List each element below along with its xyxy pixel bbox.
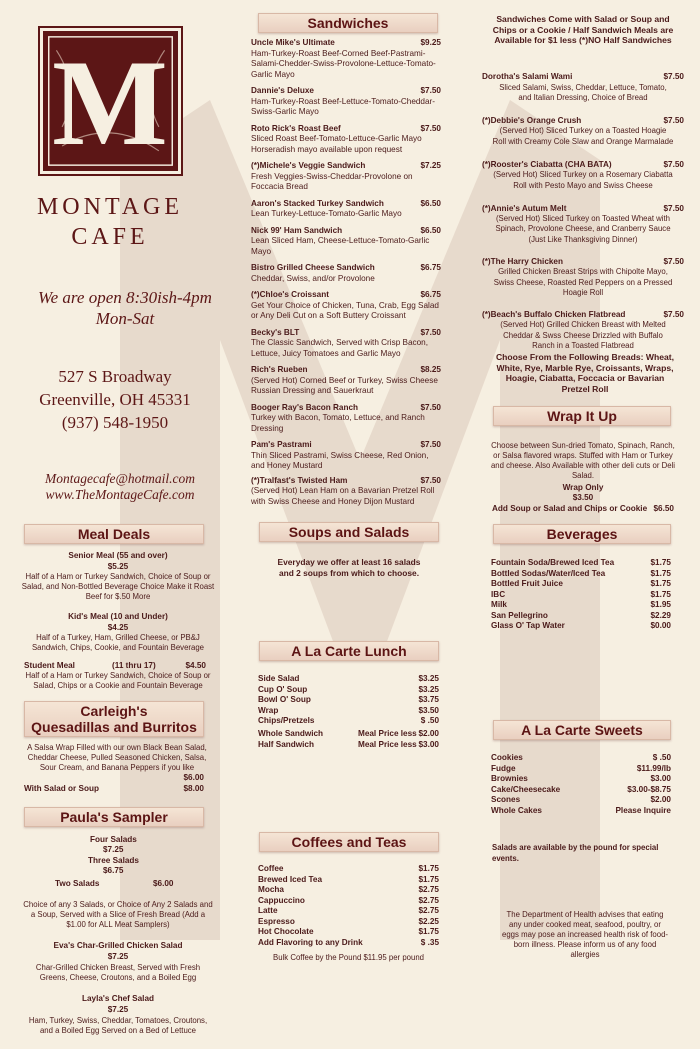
senior-meal-desc: Half of a Ham or Turkey Sandwich, Choice of Soup or Salad, and Non-Bottled Beverage Choice Make it Roast Beef for $.50 More [21, 572, 215, 601]
quesadillas-header [24, 701, 204, 737]
right-sandwich-price: $7.50 [663, 203, 684, 213]
sweets-item-price: Please Inquire [615, 805, 671, 815]
coffee-item-price: $1.75 [418, 874, 439, 884]
alacarte-list [258, 674, 439, 727]
half-meal-less: Meal Price less [358, 740, 417, 749]
kids-meal-name: Kid's Meal (10 and Under) [68, 612, 168, 621]
whole-meal-less: Meal Price less [358, 729, 417, 738]
bulk-coffee: Bulk Coffee by the Pound $11.95 per pound [273, 953, 424, 962]
sweets-item-name: Scones [491, 795, 521, 804]
layla-salad-name: Layla's Chef Salad [81, 994, 155, 1003]
three-salads: Three Salads [88, 856, 139, 865]
breads-note: Choose From the Following Breads: Wheat, White, Rye, Marble Rye, Croissants, Wraps, Hoagie, Ciabatta, Foccacia or Bavarian Pretzel Roll [495, 352, 675, 394]
beverage-item-row [491, 558, 671, 569]
sandwich-item [251, 290, 441, 322]
sweets-list [491, 753, 671, 816]
sweets-item-price: $ .50 [652, 753, 671, 762]
beverage-item-name: Bottled Fruit Juice [491, 579, 563, 588]
sweets-item-row [491, 795, 671, 806]
sandwich-desc: Turkey with Bacon, Tomato, Lettuce, and Ranch Dressing [251, 413, 425, 433]
sandwich-price: $7.25 [420, 161, 441, 170]
sandwich-name: Rich's Rueben [251, 365, 308, 374]
address-street: 527 S Broadway [58, 367, 172, 386]
coffee-item-name: Coffee [258, 864, 284, 873]
sandwich-title-row [251, 86, 441, 97]
student-meal-price: $4.50 [185, 661, 206, 670]
alacarte-item-row [258, 685, 439, 696]
website-link[interactable]: www.TheMontageCafe.com [45, 487, 195, 502]
whole-sandwich-price: $2.00 [418, 729, 439, 738]
beverage-item-price: $1.95 [650, 600, 671, 609]
sandwich-name: Roto Rick's Roast Beef [251, 123, 341, 133]
right-sandwich-name: (*)Debbie's Orange Crush [482, 115, 582, 125]
half-sandwich-price: $3.00 [418, 740, 439, 749]
beverage-item-name: Milk [491, 600, 507, 609]
right-sandwich-price: $7.50 [663, 72, 684, 81]
beverage-item-price: $1.75 [650, 568, 671, 578]
right-sandwich-item [482, 257, 684, 298]
beverages-header: Beverages [493, 524, 671, 544]
wrap-only-price: $3.50 [572, 493, 594, 502]
health-notice: The Department of Health advises that eating any under cooked meat, seafood, poultry, or eggs may pose an increased health risk of food-born illness. Please inform us of any food allergies [502, 910, 668, 959]
sandwich-price: $7.50 [420, 475, 441, 485]
sandwich-desc: Lean Turkey-Lettuce-Tomato-Garlic Mayo [251, 209, 402, 218]
sweets-item-price: $2.00 [650, 795, 671, 804]
beverage-list [491, 558, 671, 632]
whole-sandwich-label: Whole Sandwich [258, 729, 324, 738]
beverage-item-price: $1.75 [650, 579, 671, 588]
sandwich-price: $9.25 [420, 38, 441, 47]
sandwich-desc: Cheddar, Swiss, and/or Provolone [251, 273, 375, 283]
sandwich-name: Uncle Mike's Ultimate [251, 38, 335, 47]
sandwich-price: $8.25 [420, 365, 441, 374]
sandwich-name: Nick 99' Ham Sandwich [251, 225, 343, 235]
layla-salad-desc: Ham, Turkey, Swiss, Cheddar, Tomatoes, Croutons, and a Boiled Egg Served on a Bed of Lettuce [28, 1016, 208, 1035]
sweets-item-row [491, 764, 671, 775]
coffee-list [258, 864, 439, 948]
sandwich-name: Bistro Grilled Cheese Sandwich [251, 263, 375, 272]
sandwich-item [251, 328, 441, 360]
right-sandwich-price: $7.50 [663, 159, 684, 169]
four-salads-price: $7.25 [103, 845, 124, 854]
sandwiches-header: Sandwiches [258, 13, 438, 33]
svg-text:M: M [52, 35, 168, 171]
coffee-item-row [258, 896, 439, 907]
right-sandwich-title-row [482, 310, 684, 321]
sandwich-title-row [251, 38, 441, 49]
layla-salad-price: $7.25 [107, 1005, 129, 1014]
sampler-header: Paula's Sampler [24, 807, 204, 827]
student-meal-name: Student Meal [24, 661, 75, 670]
beverage-item-name: Fountain Soda/Brewed Iced Tea [491, 558, 615, 567]
alacarte-item-price: $3.25 [418, 684, 439, 694]
sandwich-price: $7.50 [420, 86, 441, 95]
right-sandwich-desc: Grilled Chicken Breast Strips with Chipolte Mayo, Swiss Cheese, Roasted Red Peppers on a Pressed Hoagie Roll [493, 267, 673, 297]
coffee-item-row [258, 927, 439, 938]
alacarte-item-price: $3.75 [418, 695, 439, 704]
sampler-desc: Choice of any 3 Salads, or Choice of Any 2 Salads and a Soup, Served with a Slice of Fresh Bread (Add a $1.00 for ALL Meat Samplers) [23, 900, 213, 929]
sweets-item-price: $3.00 [650, 774, 671, 783]
sandwich-price: $6.50 [420, 225, 441, 235]
sandwich-title-row [251, 226, 441, 237]
beverage-item-row [491, 621, 671, 632]
wrap-add-price: $6.50 [653, 504, 674, 513]
beverage-item-name: Glass O' Tap Water [491, 621, 565, 630]
right-sandwich-name: Dorotha's Salami Wami [482, 72, 573, 81]
sandwich-desc: Thin Sliced Pastrami, Swiss Cheese, Red Onion, and Honey Mustard [251, 450, 429, 470]
sandwich-list [251, 38, 441, 511]
wrap-only: Wrap Only [562, 483, 604, 492]
sandwich-desc: Sliced Roast Beef-Tomato-Lettuce-Garlic Mayo Horseradish mayo available upon request [251, 134, 422, 154]
whole-sandwich-row [258, 729, 439, 740]
right-sandwich-desc: (Served Hot) Sliced Turkey on a Rosemary Ciabatta Roll with Pesto Mayo and Swiss Cheese [493, 170, 673, 190]
alacarte-item-price: $3.50 [418, 705, 439, 715]
sandwich-title-row [251, 403, 441, 414]
alacarte-item-price: $ .50 [420, 716, 439, 725]
sandwich-name: (*)Michele's Veggie Sandwich [251, 161, 366, 170]
wrap-header: Wrap It Up [493, 406, 671, 426]
right-sandwich-price: $7.50 [663, 115, 684, 125]
sandwich-item [251, 86, 441, 118]
sweets-item-name: Whole Cakes [491, 805, 542, 815]
quesadillas-with-price: $8.00 [183, 784, 204, 793]
sandwich-desc: (Served Hot) Corned Beef or Turkey, Swiss Cheese Russian Dressing and Sauerkraut [251, 375, 438, 395]
beverage-item-name: Bottled Sodas/Water/Iced Tea [491, 568, 606, 578]
coffee-item-name: Brewed Iced Tea [258, 874, 323, 884]
sandwich-price: $6.50 [420, 198, 441, 208]
sandwich-price: $7.50 [420, 327, 441, 337]
senior-meal-price: $5.25 [107, 562, 129, 571]
sandwich-desc: Get Your Choice of Chicken, Tuna, Crab, Egg Salad or Any Deli Cut on a Soft Buttery Croissant [251, 300, 439, 320]
half-sandwich-row [258, 740, 439, 751]
right-sandwich-price: $7.50 [663, 256, 684, 266]
sandwich-name: (*)Tralfast's Twisted Ham [251, 475, 348, 485]
alacarte-item-row [258, 706, 439, 717]
coffee-item-row [258, 864, 439, 875]
coffee-item-row [258, 938, 439, 949]
sandwich-title-row [251, 124, 441, 135]
sandwich-price: $7.50 [420, 123, 441, 133]
sweets-item-name: Cake/Cheesecake [491, 784, 561, 794]
beverage-item-price: $2.29 [650, 610, 671, 620]
right-sandwich-price: $7.50 [663, 309, 684, 319]
eva-salad-price: $7.25 [107, 952, 129, 961]
sandwich-note: Sandwiches Come with Salad or Soup and Chips or a Cookie / Half Sandwich Meals are Available for $1 less (*)NO Half Sandwiches [492, 14, 674, 45]
coffee-item-price: $2.25 [418, 916, 439, 926]
alacarte-item-name: Cup O' Soup [258, 684, 308, 694]
soups-desc: Everyday we offer at least 16 salads and 2 soups from which to choose. [277, 557, 421, 578]
sandwich-item [251, 161, 441, 193]
phone: (937) 548-1950 [61, 413, 169, 432]
two-salads: Two Salads [55, 879, 100, 888]
sandwich-item [251, 124, 441, 156]
sandwich-desc: Fresh Veggies-Swiss-Cheddar-Provolone on Foccacia Bread [251, 171, 413, 191]
wrap-add-row [492, 504, 674, 515]
coffee-item-row [258, 917, 439, 928]
sandwich-title-row [251, 440, 441, 451]
right-sandwich-name: (*)The Harry Chicken [482, 256, 563, 266]
sandwich-item [251, 440, 441, 472]
coffees-header: Coffees and Teas [259, 832, 439, 852]
sandwich-name: Booger Ray's Bacon Ranch [251, 402, 359, 412]
beverage-item-price: $0.00 [650, 621, 671, 630]
student-meal-age: (11 thru 17) [112, 661, 156, 670]
sandwich-item [251, 476, 441, 508]
quesadillas-title-1: Carleigh's [80, 703, 148, 719]
coffee-item-row [258, 906, 439, 917]
kids-meal-price: $4.25 [107, 623, 129, 632]
quesadillas-with-label: With Salad or Soup [24, 784, 99, 793]
sweets-header: A La Carte Sweets [493, 720, 671, 740]
coffee-item-name: Cappuccino [258, 895, 305, 905]
sweets-item-name: Cookies [491, 753, 523, 762]
right-sandwich-desc: (Served Hot) Grilled Chicken Breast with Melted Cheddar & Swss Cheese Drizzled with Buffalo Ranch in a Toasted Flatbread [500, 320, 666, 350]
sandwich-item [251, 199, 441, 220]
coffee-item-name: Latte [258, 906, 278, 915]
alacarte-item-name: Wrap [258, 705, 279, 715]
coffee-item-name: Espresso [258, 916, 295, 926]
beverage-item-row [491, 579, 671, 590]
coffee-item-row [258, 875, 439, 886]
alacarte-header: A La Carte Lunch [259, 641, 439, 661]
coffee-item-price: $2.75 [418, 906, 439, 915]
sandwich-item [251, 365, 441, 397]
sandwich-title-row [251, 199, 441, 210]
coffee-item-price: $2.75 [418, 895, 439, 905]
sandwich-title-row [251, 290, 441, 301]
senior-meal-name: Senior Meal (55 and over) [68, 551, 168, 560]
sweets-item-row [491, 774, 671, 785]
wrap-add-label: Add Soup or Salad and Chips or Cookie [492, 504, 648, 513]
sandwich-name: Pam's Pastrami [251, 440, 312, 449]
alacarte-item-row [258, 674, 439, 685]
salads-by-pound-note: Salads are available by the pound for special events. [492, 843, 659, 863]
coffee-item-name: Mocha [258, 885, 284, 894]
coffee-item-name: Add Flavoring to any Drink [258, 937, 363, 947]
coffee-item-price: $2.75 [418, 885, 439, 894]
beverage-item-price: $1.75 [650, 558, 671, 567]
alacarte-item-row [258, 695, 439, 706]
right-sandwich-desc: (Served Hot) Sliced Turkey on Toasted Wheat with Spinach, Provolone Cheese, and Cranberry Sauce (Just Like Thanksgiving Dinner) [495, 214, 671, 244]
sandwich-title-row [251, 263, 441, 274]
sandwich-name: Becky's BLT [251, 327, 300, 337]
sandwich-name: Dannie's Deluxe [251, 86, 314, 95]
alacarte-item-name: Chips/Pretzels [258, 716, 315, 725]
address-city: Greenville, OH 45331 [39, 390, 191, 409]
brand-name-montage: MONTAGE [36, 194, 184, 220]
quesadillas-title-2: Quesadillas and Burritos [31, 719, 197, 735]
coffee-item-price: $1.75 [418, 864, 439, 873]
brand-name-cafe: CAFE [71, 224, 149, 250]
sandwich-name: (*)Chloe's Croissant [251, 290, 329, 299]
quesadillas-with-row [24, 784, 204, 795]
sweets-item-name: Brownies [491, 774, 528, 783]
alacarte-item-row [258, 716, 439, 727]
beverage-item-price: $1.75 [650, 589, 671, 599]
eva-salad-name: Eva's Char-Grilled Chicken Salad [53, 941, 183, 950]
beverage-item-name: San Pellegrino [491, 610, 548, 620]
sandwich-title-row [251, 476, 441, 487]
alacarte-item-name: Side Salad [258, 674, 300, 683]
sandwich-item [251, 38, 441, 80]
sandwich-price: $6.75 [420, 263, 441, 272]
sandwich-title-row [251, 365, 441, 376]
right-sandwich-item [482, 116, 684, 147]
sweets-item-row [491, 806, 671, 817]
sandwich-desc: Ham-Turkey-Roast Beef-Lettuce-Tomato-Cheddar-Swiss-Garlic Mayo [251, 96, 435, 116]
sandwich-price: $7.50 [420, 440, 441, 449]
beverage-item-row [491, 600, 671, 611]
sandwich-item [251, 226, 441, 258]
right-sandwich-name: (*)Annie's Autum Melt [482, 203, 567, 213]
wrap-desc: Choose between Sun-dried Tomato, Spinach, Ranch, or Salsa flavored wraps. Stuffed with Ham or Turkey and cheese. Also Available with other deli cuts or Deli Salad. [490, 441, 676, 480]
kids-meal-desc: Half of a Turkey, Ham, Grilled Cheese, or PB&J Sandwich, Chips, Cookie, and Fountain Beverage [31, 633, 205, 652]
right-sandwich-title-row [482, 257, 684, 268]
half-sandwich-label: Half Sandwich [258, 740, 314, 749]
beverage-item-row [491, 611, 671, 622]
quesadillas-desc: A Salsa Wrap Filled with our own Black Bean Salad, Cheddar Cheese, Pulled Seasoned Chicken, Salsa, Sour Cream, and Banana Peppers if you like [27, 743, 207, 772]
student-meal-desc: Half of a Ham or Turkey Sandwich, Choice of Soup or Salad, Chips or a Cookie and Fountain Beverage [25, 671, 211, 690]
right-sandwich-name: (*)Beach's Buffalo Chicken Flatbread [482, 309, 626, 319]
right-sandwich-item [482, 72, 684, 103]
beverage-item-row [491, 569, 671, 580]
student-meal-row [24, 661, 206, 672]
sandwich-item [251, 263, 441, 284]
right-sandwich-desc: (Served Hot) Sliced Turkey on a Toasted Hoagie Roll with Creamy Cole Slaw and Orange Marmalade [492, 126, 674, 146]
right-sandwich-item [482, 204, 684, 245]
alacarte-item-price: $3.25 [418, 674, 439, 683]
right-sandwich-item [482, 160, 684, 191]
right-sandwich-title-row [482, 160, 684, 171]
sandwich-title-row [251, 328, 441, 339]
right-sandwich-name: (*)Rooster's Ciabatta (CHA BATA) [482, 159, 612, 169]
right-sandwich-item [482, 310, 684, 351]
days: Mon-Sat [95, 309, 155, 328]
sandwich-desc: Ham-Turkey-Roast Beef-Corned Beef-Pastrami-Salami-Chedder-Swiss-Provolone-Lettuce-Tomato-Garlic Mayo [251, 48, 436, 79]
right-sandwich-title-row [482, 204, 684, 215]
quesadillas-price: $6.00 [183, 773, 204, 782]
right-sandwich-desc: Sliced Salami, Swiss, Cheddar, Lettuce, Tomato, and Italian Dressing, Choice of Bread [499, 82, 667, 102]
sandwich-title-row [251, 161, 441, 172]
sandwich-item [251, 403, 441, 435]
sandwich-name: Aaron's Stacked Turkey Sandwich [251, 198, 384, 208]
meal-deals-header: Meal Deals [24, 524, 204, 544]
beverage-item-row [491, 590, 671, 601]
three-salads-price: $6.75 [103, 866, 124, 875]
right-sandwich-title-row [482, 72, 684, 83]
email-link[interactable]: Montagecafe@hotmail.com [44, 471, 195, 486]
logo-monogram [40, 28, 181, 174]
four-salads: Four Salads [90, 835, 137, 844]
coffee-item-price: $ .35 [420, 937, 439, 947]
sandwich-price: $7.50 [420, 402, 441, 412]
eva-salad-desc: Char-Grilled Chicken Breast, Served with Fresh Greens, Cheese, Croutons, and a Boiled Egg [35, 963, 201, 982]
sandwich-price: $6.75 [420, 290, 441, 299]
sweets-item-price: $11.99/lb [636, 763, 671, 773]
two-salads-price: $6.00 [153, 879, 174, 888]
right-sandwich-list [482, 72, 684, 361]
right-sandwich-title-row [482, 116, 684, 127]
sweets-item-row [491, 753, 671, 764]
sweets-item-row [491, 785, 671, 796]
soups-header: Soups and Salads [259, 522, 439, 542]
sweets-item-name: Fudge [491, 763, 516, 773]
coffee-item-row [258, 885, 439, 896]
coffee-item-price: $1.75 [418, 927, 439, 936]
sandwich-desc: The Classic Sandwich, Served with Crisp Bacon, Lettuce, Juicy Tomatoes and Garlic Mayo [251, 338, 429, 358]
hours: We are open 8:30ish-4pm [38, 288, 212, 307]
sandwich-desc: (Served Hot) Lean Ham on a Bavarian Pretzel Roll with Swiss Cheese and Honey Dijon Mustard [251, 486, 435, 506]
sweets-item-price: $3.00-$8.75 [627, 784, 671, 794]
beverage-item-name: IBC [491, 589, 506, 599]
alacarte-item-name: Bowl O' Soup [258, 695, 311, 704]
coffee-item-name: Hot Chocolate [258, 927, 314, 936]
sandwich-desc: Lean Sliced Ham, Cheese-Lettuce-Tomato-Garlic Mayo [251, 236, 430, 256]
